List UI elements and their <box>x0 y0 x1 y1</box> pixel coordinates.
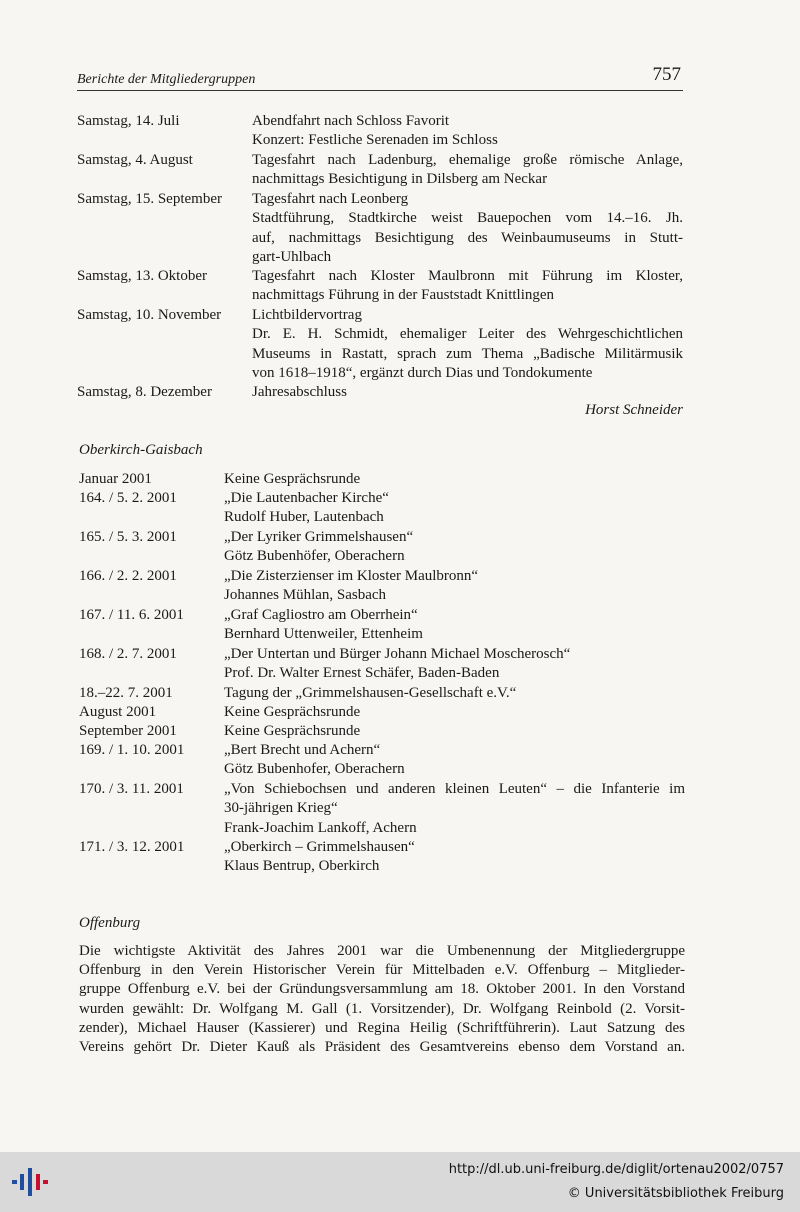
running-header-title: Berichte der Mitgliedergruppen <box>77 72 256 87</box>
item-line: „Der Lyriker Grimmelshausen“ <box>224 529 414 545</box>
source-url-link[interactable]: http://dl.ub.uni-freiburg.de/diglit/ortenau2002/0757 <box>448 1162 784 1177</box>
item-date: 164. / 5. 2. 2001 <box>79 490 177 506</box>
item-line: Götz Bubenhofer, Oberachern <box>224 761 405 778</box>
paragraph-line: gruppe Offenburg e.V. bei der Gründungsversammlung am 18. Oktober 2001. In den Vorstand <box>79 981 685 998</box>
item-line: „Die Lautenbacher Kirche“ <box>224 490 389 506</box>
event-line: nachmittags Besichtigung in Dilsberg am Neckar <box>252 171 548 188</box>
item-line: Götz Bubenhöfer, Oberachern <box>224 548 405 565</box>
event-line: Tagesfahrt nach Ladenburg, ehemalige große römische Anlage, <box>252 152 683 168</box>
event-line: Dr. E. H. Schmidt, ehemaliger Leiter des Wehrgeschichtlichen <box>252 326 683 343</box>
item-date: Januar 2001 <box>79 471 152 487</box>
item-date: 169. / 1. 10. 2001 <box>79 742 185 758</box>
event-line: Tagesfahrt nach Kloster Maulbronn mit Führung im Kloster, <box>252 268 683 284</box>
event-line: Lichtbildervortrag <box>252 307 362 323</box>
item-line: Frank-Joachim Lankoff, Achern <box>224 819 417 836</box>
event-date: Samstag, 8. Dezember <box>77 384 212 400</box>
item-line: „Oberkirch – Grimmelshausen“ <box>224 839 415 855</box>
paragraph-line: wurden gewählt: Dr. Wolfgang M. Gall (1. Vorsitzender), Dr. Wolfgang Reinbold (2. Vorsit- <box>79 1000 685 1017</box>
event-line: Stadtführung, Stadtkirche weist Bauepochen vom 14.–16. Jh. <box>252 210 683 227</box>
item-line: Keine Gesprächsrunde <box>224 723 361 739</box>
paragraph-line: Vereins gehört Dr. Dieter Kauß als Präsident des Gesamtvereins ebenso dem Vorstand an. <box>79 1038 685 1055</box>
item-line: 30-jährigen Krieg“ <box>224 800 338 817</box>
event-line: Abendfahrt nach Schloss Favorit <box>252 113 450 129</box>
copyright-notice: © Universitätsbibliothek Freiburg <box>567 1186 784 1201</box>
paragraph-line: Offenburg in den Verein Historischer Verein für Mittelbaden e.V. Offenburg – Mitglieder- <box>79 962 685 979</box>
event-line: Jahresabschluss <box>252 384 347 400</box>
item-line: Bernhard Uttenweiler, Ettenheim <box>224 626 423 643</box>
event-date: Samstag, 4. August <box>77 152 193 168</box>
page-number: 757 <box>652 64 681 85</box>
item-date: 170. / 3. 11. 2001 <box>79 781 184 797</box>
item-line: Klaus Bentrup, Oberkirch <box>224 858 380 875</box>
event-line: auf, nachmittags Besichtigung des Weinbaumuseums in Stutt- <box>252 229 683 246</box>
item-date: 166. / 2. 2. 2001 <box>79 568 177 584</box>
event-date: Samstag, 15. September <box>77 191 222 207</box>
item-date: 18.–22. 7. 2001 <box>79 685 173 701</box>
event-line: Konzert: Festliche Serenaden im Schloss <box>252 132 498 149</box>
item-line: „Bert Brecht und Achern“ <box>224 742 381 758</box>
event-date: Samstag, 13. Oktober <box>77 268 207 284</box>
paragraph-line: zender), Michael Hauser (Kassierer) und Regina Heilig (Schriftführerin). Laut Satzung des <box>79 1019 685 1036</box>
item-line: Keine Gesprächsrunde <box>224 471 361 487</box>
offenburg-paragraph <box>79 942 685 1057</box>
event-date: Samstag, 10. November <box>77 307 222 323</box>
item-line: Keine Gesprächsrunde <box>224 704 361 720</box>
item-date: 168. / 2. 7. 2001 <box>79 646 177 662</box>
paragraph-line: Die wichtigste Aktivität des Jahres 2001 war die Umbenennung der Mitgliedergruppe <box>79 943 685 959</box>
item-line: „Graf Cagliostro am Oberrhein“ <box>224 607 418 623</box>
item-date: 167. / 11. 6. 2001 <box>79 607 184 623</box>
item-line: „Die Zisterzienser im Kloster Maulbronn“ <box>224 568 479 584</box>
item-line: „Von Schiebochsen und anderen kleinen Leuten“ – die Infanterie im <box>224 781 685 797</box>
event-date: Samstag, 14. Juli <box>77 113 180 129</box>
item-line: Rudolf Huber, Lautenbach <box>224 509 384 526</box>
section-heading-oberkirch: Oberkirch-Gaisbach <box>79 442 203 458</box>
event-line: von 1618–1918“, ergänzt durch Dias und Tondokumente <box>252 365 593 382</box>
library-logo-icon <box>10 1166 50 1198</box>
section-heading-offenburg: Offenburg <box>79 915 141 931</box>
signature: Horst Schneider <box>585 402 683 418</box>
item-date: August 2001 <box>79 704 157 720</box>
item-date: 165. / 5. 3. 2001 <box>79 529 177 545</box>
item-line: Tagung der „Grimmelshausen-Gesellschaft e.V.“ <box>224 685 517 701</box>
event-line: gart-Uhlbach <box>252 249 332 266</box>
item-line: Johannes Mühlan, Sasbach <box>224 587 387 604</box>
event-line: Tagesfahrt nach Leonberg <box>252 191 409 207</box>
item-line: Prof. Dr. Walter Ernest Schäfer, Baden-Baden <box>224 665 500 682</box>
event-line: Museums in Rastatt, sprach zum Thema „Badische Militärmusik <box>252 345 683 362</box>
running-header <box>77 64 683 91</box>
footer-bar <box>0 1152 800 1212</box>
item-date: 171. / 3. 12. 2001 <box>79 839 185 855</box>
event-line: nachmittags Führung in der Fauststadt Knittlingen <box>252 287 555 304</box>
item-date: September 2001 <box>79 723 177 739</box>
item-line: „Der Untertan und Bürger Johann Michael Moscherosch“ <box>224 646 571 662</box>
